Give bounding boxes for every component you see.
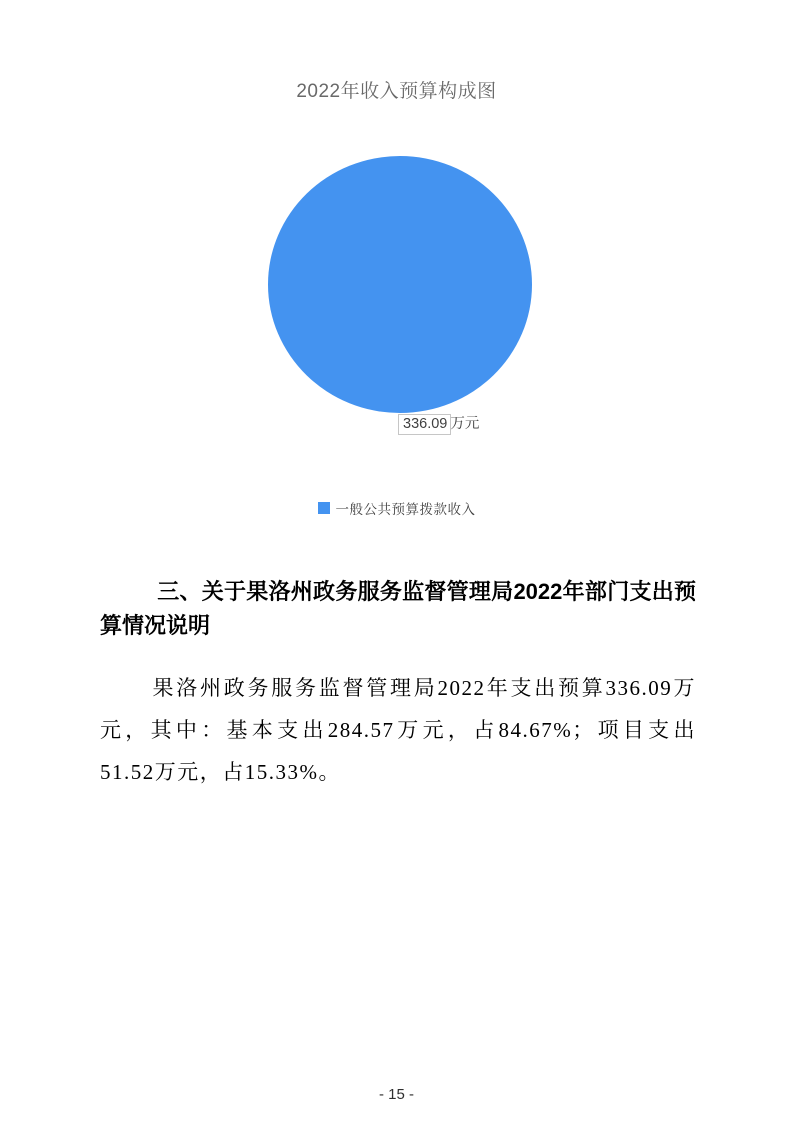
legend-color-swatch [318,502,330,514]
chart-title: 2022年收入预算构成图 [296,81,497,102]
pie-slice-general-public-budget-revenue [268,156,532,413]
pie-data-label-unit: 万元 [450,416,480,432]
expenditure-budget-paragraph: 果洛州政务服务监督管理局2022年支出预算336.09万元，其中：基本支出284.57万元，占84.67%；项目支出51.52万元，占15.33%。 [100,676,696,784]
pie-data-label [398,412,479,435]
income-budget-pie-chart [0,0,793,540]
section-heading: 三、关于果洛州政务服务监督管理局2022年部门支出预算情况说明 [100,579,696,638]
chart-legend [0,498,793,518]
pie-data-label-value: 336.09 [398,414,451,435]
page-number: - 15 - [378,1086,414,1103]
legend-label: 一般公共预算拨款收入 [335,502,476,517]
